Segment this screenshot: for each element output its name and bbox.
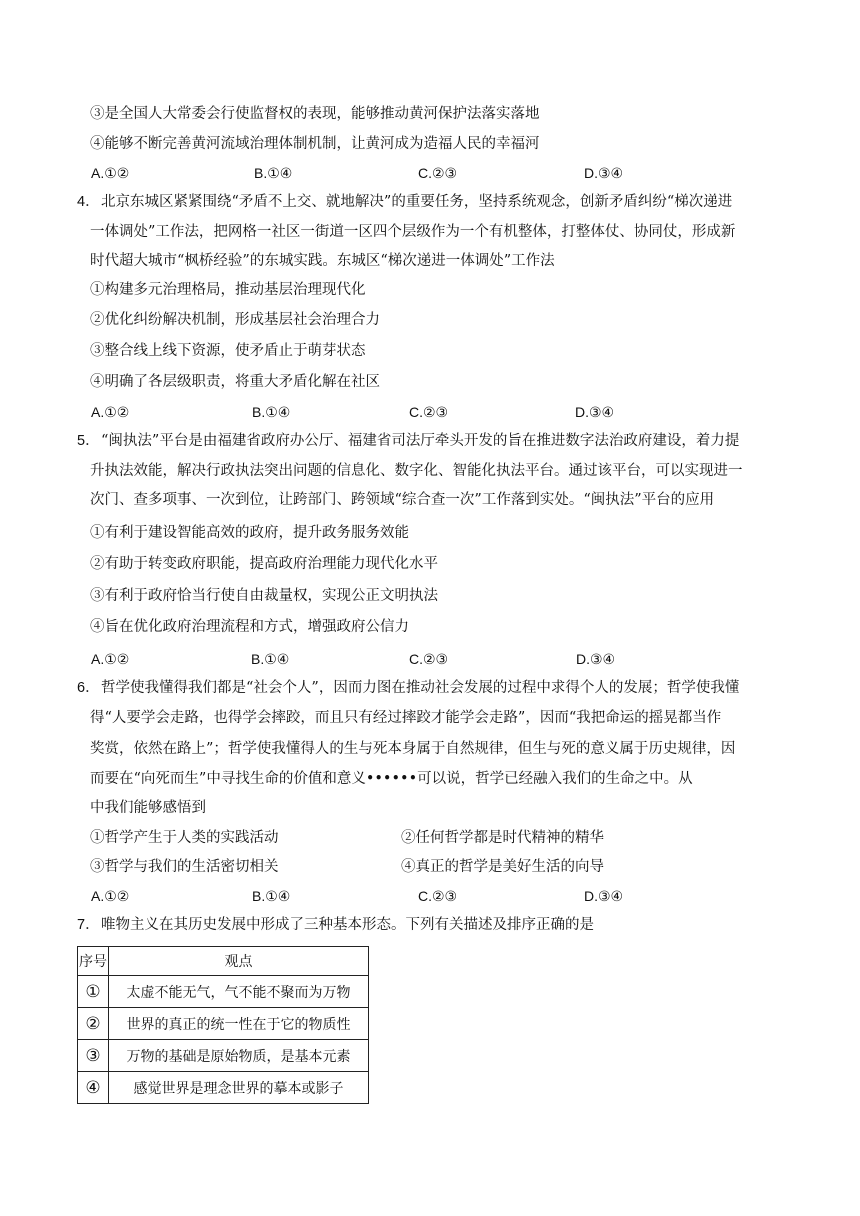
q6-item-2: ②任何哲学都是时代精神的精华 [401,830,604,846]
table-cell-viewpoint: 感觉世界是理念世界的摹本或影子 [109,1072,369,1104]
q5-option-c: C.②③ [409,651,449,667]
q4-option-d: D.③④ [575,404,615,420]
q5-number: 5． [77,433,100,449]
q6-option-a: A.①② [91,888,130,904]
q4-item-4: ④明确了各层级职责，将重大矛盾化解在社区 [90,374,380,390]
q6-option-b: B.①④ [252,888,291,904]
q5-option-b: B.①④ [251,651,290,667]
table-cell-index: ② [78,1008,109,1040]
q5-stem-line-1: “闽执法”平台是由福建省政府办公厅、福建省司法厅牵头开发的旨在推进数字法治政府建设，着力提 [101,433,740,449]
q3-option-c: C.②③ [418,165,458,181]
table-cell-viewpoint: 太虚不能无气，气不能不聚而为万物 [109,976,369,1008]
q6-stem-line-2: 得“人要学会走路，也得学会摔跤，而且只有经过摔跤才能学会走路”，因而“我把命运的摇晃都当作 [90,710,722,726]
q5-item-2: ②有助于转变政府职能，提高政府治理能力现代化水平 [90,556,438,572]
q5-item-1: ①有利于建设智能高效的政府，提升政务服务效能 [90,525,409,541]
q3-option-b: B.①④ [254,165,293,181]
q6-item-3: ③哲学与我们的生活密切相关 [90,859,279,875]
q3-option-a: A.①② [91,165,130,181]
table-cell-viewpoint: 万物的基础是原始物质，是基本元素 [109,1040,369,1072]
table-header-index: 序号 [78,947,109,976]
q4-stem-line-1: 北京东城区紧紧围绕“矛盾不上交、就地解决”的重要任务，坚持系统观念，创新矛盾纠纷“梯次递进 [101,194,733,210]
table-header-row [78,947,369,976]
table-cell-viewpoint: 世界的真正的统一性在于它的物质性 [109,1008,369,1040]
q7-stem: 唯物主义在其历史发展中形成了三种基本形态。下列有关描述及排序正确的是 [101,917,594,933]
q4-option-a: A.①② [91,404,130,420]
q5-stem-line-2: 升执法效能，解决行政执法突出问题的信息化、数字化、智能化执法平台。通过该平台，可以实现进一 [90,463,743,479]
q5-item-4: ④旨在优化政府治理流程和方式，增强政府公信力 [90,619,409,635]
viewpoint-table [77,946,369,1104]
q6-stem-line-5: 中我们能够感悟到 [90,800,206,816]
table-row [78,1072,369,1104]
q4-option-c: C.②③ [409,404,449,420]
q6-item-4: ④真正的哲学是美好生活的向导 [401,859,604,875]
table-row [78,1040,369,1072]
q7-number: 7． [77,917,100,933]
table-cell-index: ① [78,976,109,1008]
q6-number: 6． [77,680,100,696]
q6-option-c: C.②③ [418,888,458,904]
q4-number: 4． [77,194,100,210]
q3-option-d: D.③④ [584,165,624,181]
table-header-viewpoint: 观点 [109,947,369,976]
q6-stem-line-4: 而要在“向死而生”中寻找生命的价值和意义••••••可以说，哲学已经融入我们的生命之中。从 [90,771,693,787]
q3-item-4: ④能够不断完善黄河流域治理体制机制，让黄河成为造福人民的幸福河 [90,136,540,152]
q6-item-1: ①哲学产生于人类的实践活动 [90,830,279,846]
q4-item-1: ①构建多元治理格局，推动基层治理现代化 [90,282,366,298]
q4-option-b: B.①④ [252,404,291,420]
q4-item-2: ②优化纠纷解决机制，形成基层社会治理合力 [90,312,380,328]
q5-item-3: ③有利于政府恰当行使自由裁量权，实现公正文明执法 [90,588,438,604]
table-row [78,1008,369,1040]
q5-option-d: D.③④ [576,651,616,667]
q4-stem-line-3: 时代超大城市“枫桥经验”的东城实践。东城区“梯次递进一体调处”工作法 [90,253,555,269]
q6-stem-line-3: 奖赏，依然在路上”；哲学使我懂得人的生与死本身属于自然规律，但生与死的意义属于历史规律，因 [90,741,736,757]
q6-option-d: D.③④ [584,888,624,904]
q3-item-3: ③是全国人大常委会行使监督权的表现，能够推动黄河保护法落实落地 [90,106,540,122]
q5-stem-line-3: 次门、查多项事、一次到位，让跨部门、跨领域“综合查一次”工作落到实处。“闽执法”平台的应用 [90,492,715,508]
q4-item-3: ③整合线上线下资源，使矛盾止于萌芽状态 [90,343,366,359]
q6-stem-line-1: 哲学使我懂得我们都是“社会个人”，因而力图在推动社会发展的过程中求得个人的发展；哲学使我懂 [101,680,740,696]
q4-stem-line-2: 一体调处”工作法，把网格一社区一街道一区四个层级作为一个有机整体，打整体仗、协同仗，形成新 [90,224,736,240]
table-cell-index: ③ [78,1040,109,1072]
table-row [78,976,369,1008]
q5-option-a: A.①② [91,651,130,667]
table-cell-index: ④ [78,1072,109,1104]
